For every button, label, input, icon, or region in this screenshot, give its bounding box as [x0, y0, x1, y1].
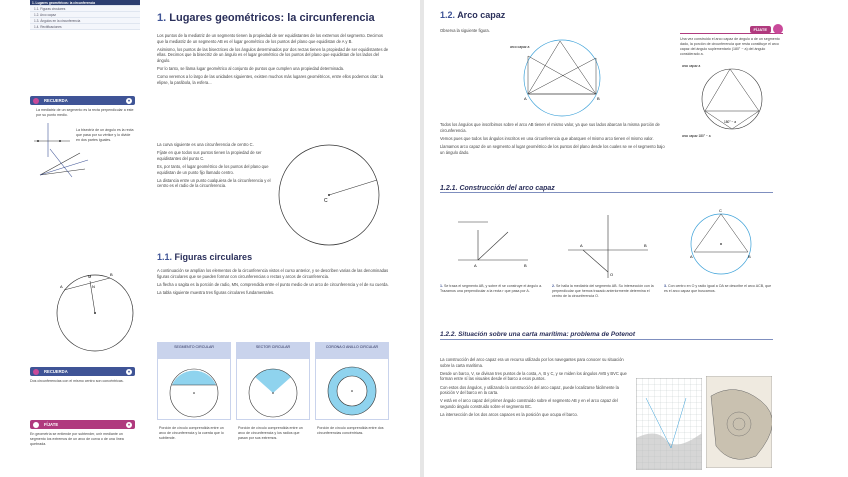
- paragraph: Por lo tanto, se llama lugar geométrico al conjunto de puntos que cumplen una propiedad determinada.: [157, 66, 345, 72]
- paragraph: A continuación se amplían los elementos de la circunferencia vistos el curso anterior, y se describen varias de las denominadas figuras circulares que se pueden formar con circunferencias o rectas y arcos de circunferencia.: [157, 268, 389, 279]
- section-12-title: Arco capaz: [457, 10, 506, 20]
- step-3-number: 3.: [664, 284, 667, 288]
- fijate-icon: [33, 422, 39, 428]
- section-122-body: [440, 357, 628, 420]
- toc-item-arco-capaz[interactable]: 1.2. Arco capaz: [30, 12, 140, 18]
- section-11-title: Figuras circulares: [174, 252, 253, 262]
- mediatriz-note: La mediatriz de un segmento es la recta perpendicular a este por su punto medio.: [36, 108, 134, 118]
- section-12-number: 1.2.: [440, 10, 456, 20]
- sidebar-fijate-box: [30, 420, 135, 448]
- arco-capaz-figure: [500, 36, 620, 120]
- section-1-number: 1.: [157, 12, 167, 24]
- nautical-chart-map: [706, 376, 772, 468]
- table-header-sector: SECTOR CIRCULAR: [236, 342, 310, 358]
- tip-figure: [680, 61, 780, 139]
- tip-label-top: arco capaz a: [682, 64, 701, 68]
- paragraph: V está en el arco capaz del primer ángulo construido sobre el segmento AB y en el arco capaz del segundo ángulo construido sobre el segmento BC.: [440, 398, 618, 409]
- paragraph: Como veremos a lo largo de las unidades siguientes, existen muchos más lugares geométricos, entre ellos podemos citar: la elipse, la parábola, la esfera...: [157, 74, 384, 85]
- fijate-title: FÍJATE: [44, 422, 59, 427]
- step-3-text: Con centro en O y radio igual a OA se describe el arco ACB, que es el arco capaz que buscamos.: [664, 284, 772, 293]
- step-1-figure: [448, 210, 538, 280]
- fijate-header[interactable]: [30, 420, 135, 429]
- svg-text:A: A: [60, 284, 63, 289]
- toc-item-figuras[interactable]: 1.1. Figuras circulares: [30, 6, 140, 12]
- step-1-number: 1.: [440, 284, 443, 288]
- circle-center-label: C: [324, 198, 328, 204]
- paragraph: La tabla siguiente muestra tres figuras circulares fundamentales.: [157, 289, 275, 295]
- step-1-text: Se traza el segmento AB, y sobre él se construye el ángulo a. Trazamos una perpendicular a la recta r que pasa por A.: [440, 284, 543, 293]
- nautical-chart-grid: [636, 378, 702, 470]
- paragraph: Fíjate en que todos sus puntos tienen la propiedad de ser equidistantes del punto C.: [157, 150, 262, 161]
- paragraph: Los puntos de la mediatriz de un segmento tienen la propiedad de ser equidistantes de los extremos del segmento. Decimos que la mediatriz de un segmento AB es el lugar geométrico de los puntos del plano que equidistan de A y B.: [157, 33, 383, 44]
- sector-circular-cell: [236, 358, 310, 420]
- tip-text: Una vez construido el arco capaz de ángulo a de un segmento dado, la porción de circunferencia que resta constituye el arco capaz del ángulo suplementario (180° − a) del ángulo considerado a.: [680, 37, 780, 56]
- flecha-circle-figure: [50, 268, 140, 358]
- tip-angle-label: 180° − a: [724, 120, 736, 124]
- svg-text:B: B: [597, 96, 600, 101]
- magnifier-icon[interactable]: [773, 24, 783, 34]
- toc-item-lugares[interactable]: 1. Lugares geométricos: la circunferencia: [30, 0, 140, 6]
- svg-text:O: O: [610, 272, 614, 277]
- svg-text:B: B: [110, 272, 113, 277]
- recuerda-title: RECUERDA: [44, 98, 68, 103]
- segmento-circular-cell: [157, 358, 231, 420]
- svg-text:C: C: [719, 208, 722, 213]
- paragraph: La flecha o sagita es la porción de radio, MN, comprendida entre el punto medio de un arco de circunferencia y el de su cuerda.: [157, 281, 389, 287]
- arco-capaz-label: arco capaz a: [510, 45, 530, 49]
- paragraph: Todos los ángulos que inscribimos sobre el arco AB tienen el mismo valor, ya que sus lados abarcan la misma porción de circunferencia.: [440, 122, 660, 133]
- toc-item-angulos[interactable]: 1.3. Ángulos en la circunferencia: [30, 18, 140, 24]
- segmento-description: Porción de círculo comprendida entre un arco de circunferencia y la cuerda que lo subtiende.: [159, 426, 224, 440]
- tip-title: FÍJATE: [750, 26, 771, 33]
- step-2-figure: [558, 210, 658, 280]
- paragraph: La intersección de los dos arcos capaces es la posición que ocupa el barco.: [440, 412, 578, 418]
- section-12-intro: Observa la siguiente figura.: [440, 28, 490, 33]
- sector-circular-figure: [237, 359, 309, 419]
- paragraph: Asimismo, los puntos de las bisectrices de los ángulos determinados por dos rectas tienen la propiedad de ser equidistantes de ellas. Decimos que la bisectriz de un ángulo es el lugar geométrico de los puntos del plano que equidistan de los lados del ángulo.: [157, 46, 389, 63]
- section-12-body: [440, 122, 665, 158]
- step-3-description: [664, 284, 772, 294]
- chevron-down-icon[interactable]: ▾: [127, 421, 130, 427]
- table-of-contents: [30, 0, 140, 30]
- paragraph: Vemos pues que todos los ángulos inscritos en una circunferencia que abarquen el mismo arco tienen el mismo valor.: [440, 135, 654, 141]
- toc-item-rectificaciones[interactable]: 1.4. Rectificaciones: [30, 24, 140, 30]
- recuerda-icon: [33, 98, 39, 104]
- tip-header: [680, 25, 783, 34]
- corona-description: Porción de círculo comprendida entre dos circunferencias concéntricas.: [317, 426, 384, 435]
- section-122-title: Situación sobre una carta marítima: problema de Potenot: [458, 331, 636, 338]
- section-1-heading: [157, 12, 375, 24]
- paragraph: La curva siguiente es una circunferencia de centro C.: [157, 142, 254, 147]
- section-1-title: Lugares geométricos: la circunferencia: [169, 12, 375, 24]
- step-2-description: [552, 284, 656, 298]
- recuerda-header[interactable]: [30, 96, 135, 105]
- section-1-side-body: [157, 142, 275, 192]
- tip-label-bottom: arco capaz 180° − a: [682, 134, 711, 138]
- chevron-down-icon[interactable]: ▾: [127, 97, 130, 103]
- svg-text:N: N: [92, 284, 95, 289]
- paragraph: Desde un barco, V, se divisan tres puntos de la costa, A, B y C, y se miden los ángulos AVB y BVC que forman entre sí las visuales desde el barco a esos puntos.: [440, 370, 627, 382]
- svg-text:A: A: [580, 243, 583, 248]
- recuerda-header-2[interactable]: [30, 367, 135, 376]
- paragraph: Es, por tanto, el lugar geométrico de los puntos del plano que equidistan de un punto fijo llamado centro.: [157, 163, 269, 175]
- recuerda-title-2: RECUERDA: [44, 369, 68, 374]
- table-header-segmento: SEGMENTO CIRCULAR: [157, 342, 231, 358]
- paragraph: La distancia entre un punto cualquiera de la circunferencia y el centro es el radio de la circunferencia.: [157, 177, 271, 189]
- sidebar-recuerda-box: [30, 96, 135, 181]
- sector-description: Porción de círculo comprendida entre un arco de circunferencia y los radios que pasan por sus extremos.: [238, 426, 303, 440]
- bisectriz-figure: [30, 145, 130, 179]
- step-2-number: 2.: [552, 284, 555, 288]
- bisectriz-note: La bisectriz de un ángulo es la recta que pasa por su vértice y lo divide en dos partes iguales.: [76, 127, 134, 143]
- segmento-circular-figure: [158, 359, 230, 419]
- section-121-number: 1.2.1.: [440, 185, 458, 192]
- section-11-body: [157, 268, 389, 298]
- section-122-number: 1.2.2.: [440, 331, 457, 338]
- corona-circular-cell: [315, 358, 389, 420]
- concentricas-note: Dos circunferencias con el mismo centro son concéntricas.: [30, 379, 124, 383]
- fijate-tip-box: [680, 25, 783, 141]
- table-header-corona: CORONA O ANILLO CIRCULAR: [315, 342, 389, 358]
- svg-text:B: B: [644, 243, 647, 248]
- section-122-heading: [440, 331, 773, 340]
- section-121-heading: [440, 185, 773, 193]
- circumference-figure: [274, 140, 384, 250]
- section-11-number: 1.1.: [157, 252, 173, 262]
- paragraph: Con estos dos ángulos, y utilizando la construcción del arco capaz, puede localizarse fácilmente la posición V del barco en la carta.: [440, 384, 619, 396]
- svg-text:B: B: [524, 263, 527, 268]
- paragraph: Llamamos arco capaz de un segmento al lugar geométrico de los puntos del plano desde los cuales se ve el segmento bajo un ángulo dado.: [440, 143, 665, 155]
- circular-figures-table: [157, 342, 389, 468]
- section-12-heading: [440, 10, 505, 20]
- step-2-text: Se halla la mediatriz del segmento AB. Su intersección con la perpendicular que hemos trazado anteriormente determina el centro de la circunferencia O.: [552, 284, 654, 298]
- svg-text:A: A: [524, 96, 527, 101]
- svg-text:M: M: [88, 274, 92, 279]
- step-3-figure: [676, 206, 766, 280]
- construction-steps: [440, 206, 773, 326]
- step-1-description: [440, 284, 544, 294]
- svg-text:A: A: [474, 263, 477, 268]
- svg-text:A: A: [690, 254, 693, 259]
- section-1-body: [157, 33, 389, 88]
- sidebar-recuerda-box-2: [30, 367, 135, 384]
- chevron-down-icon[interactable]: ▾: [127, 368, 130, 374]
- recuerda-icon: [33, 369, 39, 375]
- paragraph: La construcción del arco capaz era un recurso utilizado por los navegantes para conocer su situación sobre la carta marítima.: [440, 357, 624, 368]
- subtender-note: En geometría se entiende por subtender, unir mediante un segmento los extremos de un arco de curva o de una línea quebrada.: [30, 432, 124, 447]
- svg-text:B: B: [748, 254, 751, 259]
- section-121-title: Construcción del arco capaz: [459, 185, 555, 192]
- corona-circular-figure: [316, 359, 388, 419]
- section-11-heading: [157, 252, 252, 262]
